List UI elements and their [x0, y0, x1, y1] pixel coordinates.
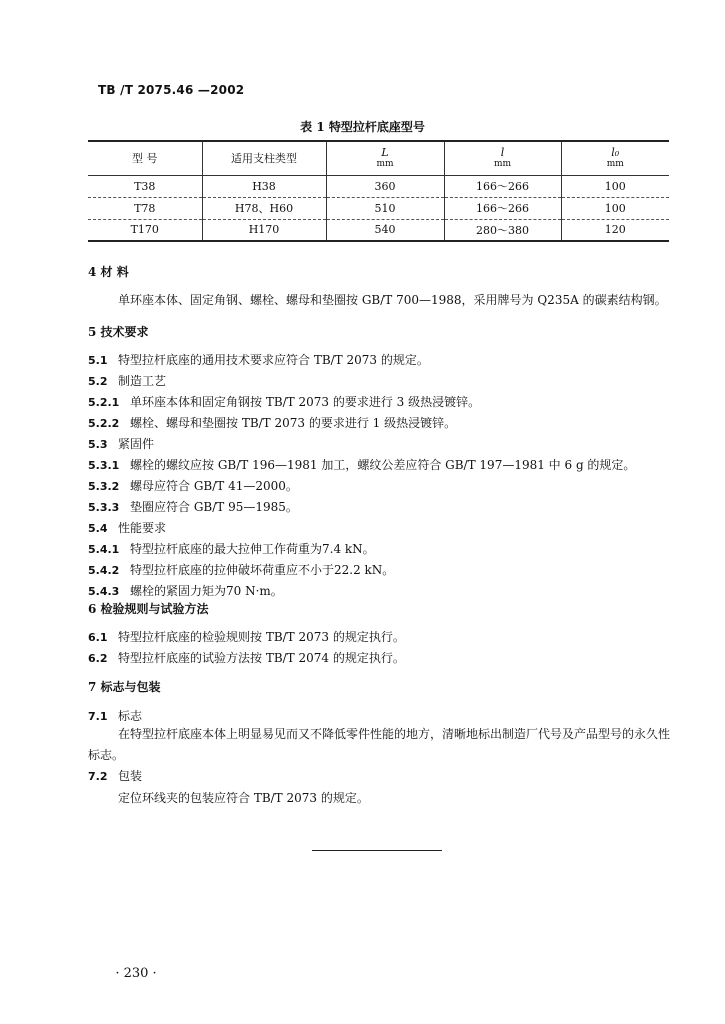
clause-5-4-3: 5.4.3 螺栓的紧固力矩为70 N·m。 [88, 584, 283, 598]
table-cell: 360 [326, 175, 444, 197]
col-header-L: L mm [326, 141, 444, 175]
clause-7-1: 7.1 标志 [88, 709, 143, 723]
clause-5-3-1: 5.3.1 螺栓的螺纹应按 GB/T 196—1981 加工，螺纹公差应符合 GB/T 197—1981 中 6 g 的规定。 [88, 458, 636, 472]
col-header-pole-type: 适用支柱类型 [202, 141, 326, 175]
table-cell: H38 [202, 175, 326, 197]
section-heading-materials: 4 材 料 [88, 265, 129, 279]
clause-7-2: 7.2 包装 [88, 769, 143, 783]
clause-5-1: 5.1 特型拉杆底座的通用技术要求应符合 TB/T 2073 的规定。 [88, 353, 429, 367]
page-number: · 230 · [115, 966, 157, 981]
table-cell: 166～266 [444, 197, 561, 219]
clause-5-4: 5.4 性能要求 [88, 521, 167, 535]
clause-5-2-2: 5.2.2 螺栓、螺母和垫圈按 TB/T 2073 的要求进行 1 级热浸镀锌。 [88, 416, 457, 430]
table-cell: T170 [88, 219, 202, 241]
table-row [88, 175, 669, 197]
clause-5-2: 5.2 制造工艺 [88, 374, 167, 388]
table-cell: 120 [561, 219, 669, 241]
model-spec-table [88, 140, 669, 242]
marking-text: 在特型拉杆底座本体上明显易见而又不降低零件性能的地方，清晰地标出制造厂代号及产品型号的永久性标志。 [88, 727, 671, 762]
table-cell: 100 [561, 175, 669, 197]
clause-6-2: 6.2 特型拉杆底座的试验方法按 TB/T 2074 的规定执行。 [88, 651, 405, 665]
packaging-text: 定位环线夹的包装应符合 TB/T 2073 的规定。 [118, 791, 369, 805]
table-cell: 166～266 [444, 175, 561, 197]
section-heading-inspection: 6 检验规则与试验方法 [88, 602, 209, 616]
clause-6-1: 6.1 特型拉杆底座的检验规则按 TB/T 2073 的规定执行。 [88, 630, 405, 644]
table-cell: 540 [326, 219, 444, 241]
table-caption: 表 1 特型拉杆底座型号 [300, 120, 425, 134]
table-header-row [88, 141, 669, 175]
clause-5-3: 5.3 紧固件 [88, 437, 155, 451]
table-row [88, 197, 669, 219]
clause-5-2-1: 5.2.1 单环座本体和固定角钢按 TB/T 2073 的要求进行 3 级热浸镀锌。 [88, 395, 481, 409]
clause-5-3-2: 5.3.2 螺母应符合 GB/T 41—2000。 [88, 479, 298, 493]
standard-number-header: TB /T 2075.46 —2002 [98, 83, 245, 97]
table-cell: 510 [326, 197, 444, 219]
table-cell: H170 [202, 219, 326, 241]
clause-5-4-1: 5.4.1 特型拉杆底座的最大拉伸工作荷重为7.4 kN。 [88, 542, 375, 556]
materials-text: 单环座本体、固定角钢、螺栓、螺母和垫圈按 GB/T 700—1988，采用牌号为 Q235A 的碳素结构钢。 [118, 293, 667, 307]
table-cell: T38 [134, 179, 156, 193]
table-row [88, 219, 669, 241]
col-header-model: 型 号 [88, 141, 202, 175]
section-heading-marking-packaging: 7 标志与包装 [88, 680, 161, 694]
table-cell: T78 [88, 197, 202, 219]
table-cell: 280～380 [444, 219, 561, 241]
table-cell: 100 [561, 197, 669, 219]
table-cell: H78、H60 [202, 197, 326, 219]
clause-5-3-3: 5.3.3 垫圈应符合 GB/T 95—1985。 [88, 500, 298, 514]
col-header-l0: l₀ mm [561, 141, 669, 175]
section-heading-technical-requirements: 5 技术要求 [88, 325, 149, 339]
clause-5-4-2: 5.4.2 特型拉杆底座的拉伸破坏荷重应不小于22.2 kN。 [88, 563, 395, 577]
col-header-l: l mm [444, 141, 561, 175]
end-rule [312, 850, 442, 851]
